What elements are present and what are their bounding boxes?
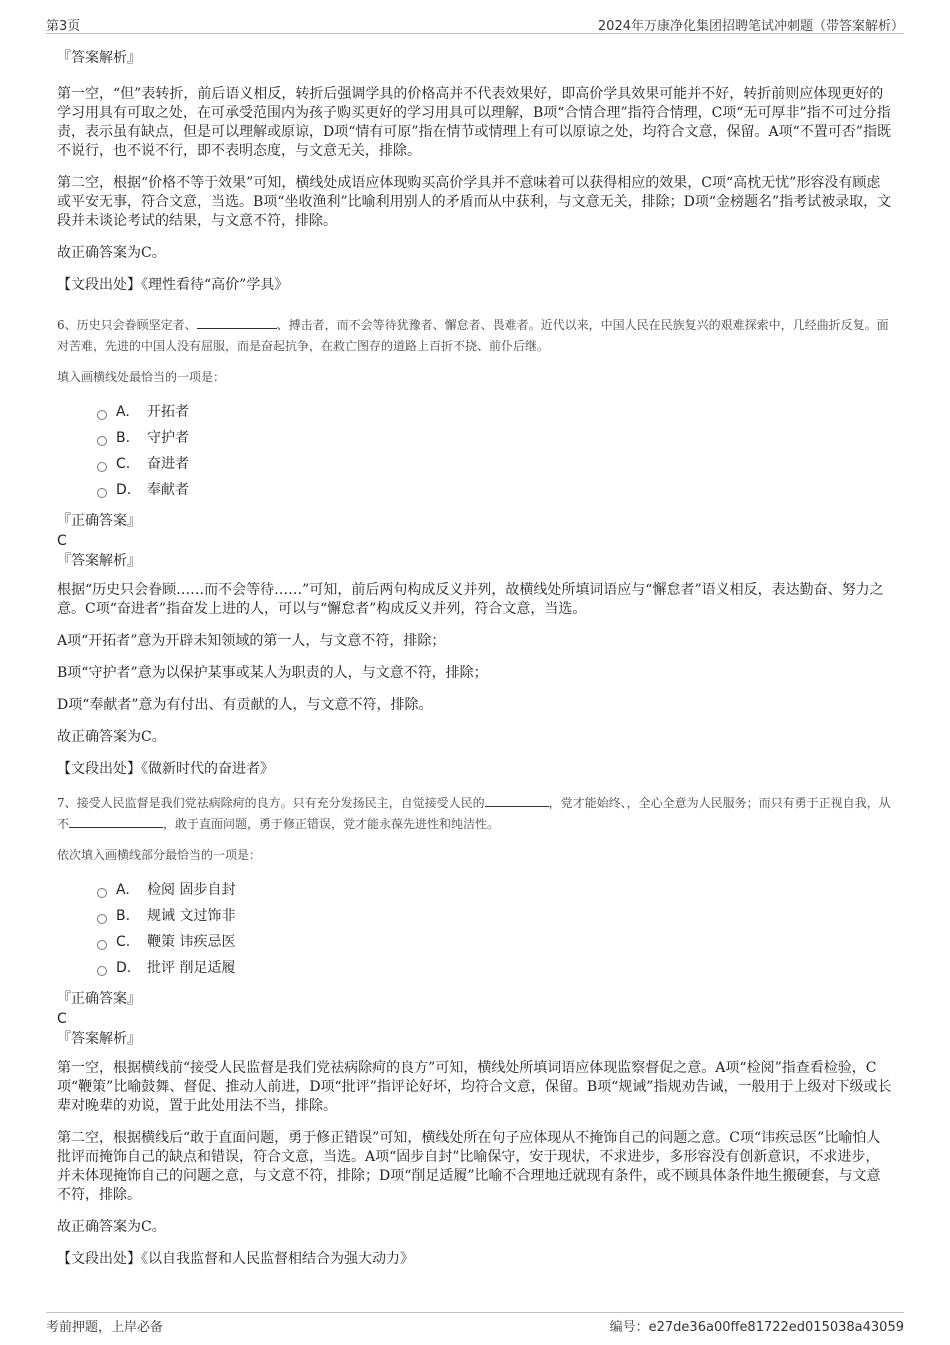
conclusion-text: 故正确答案为C。 <box>57 729 166 745</box>
radio-icon[interactable] <box>97 888 107 898</box>
question-prompt: 依次填入画横线部分最恰当的一项是： <box>57 848 262 862</box>
analysis-paragraph: 第一空，“但”表转折，前后语义相反，转折后强调学具的价格高并不代表效果好，即高价学具效果可能并不好，转折前则应体现更好的学习用具有可取之处，在可承受范围内为孩子购买更好的学习用具可以理解，B项“合情合理”指符合情理，C项“无可厚非”指不可过分指责，表示虽有缺点，但是可以理解或原谅，D项“情有可原”指在情节或情理上有可以原谅之处，均符合文意，保留。A项“不置可否”指既不说行，也不说不行，即不表明态度，与文意无关，排除。 <box>57 86 891 159</box>
analysis-paragraph: A项“开拓者”意为开辟未知领域的第一人，与文意不符，排除； <box>57 633 446 649</box>
question-7 <box>57 793 892 1269</box>
code-label: 编号： <box>609 1320 649 1335</box>
fill-blank <box>485 794 549 807</box>
source-citation: 【文段出处】《理性看待“高价”学具》 <box>57 277 289 293</box>
analysis-paragraph: 第二空，根据“价格不等于效果”可知，横线处成语应体现购买高价学具并不意味着可以获得相应的效果，C项“高枕无忧”形容没有顾虑或平安无事，符合文意，当选。B项“坐收渔利”比喻利用别人的矛盾而从中获利，与文意无关，排除；D项“金榜题名”指考试被录取，文段并未谈论考试的结果，与文意不符，排除。 <box>57 175 892 229</box>
option-letter: A. <box>116 882 130 898</box>
options-list <box>97 877 892 981</box>
option-letter: B. <box>116 908 131 924</box>
page-content <box>57 44 892 1269</box>
question-stem <box>57 793 892 835</box>
option-letter: D. <box>116 960 132 976</box>
page-number-label: 第3页 <box>46 19 81 34</box>
document-code <box>610 1316 904 1335</box>
radio-icon[interactable] <box>97 436 107 446</box>
source-citation: 【文段出处】《以自我监督和人民监督相结合为强大动力》 <box>57 1251 414 1267</box>
analysis-paragraph: D项“奉献者”意为有付出、有贡献的人，与文意不符，排除。 <box>57 697 433 713</box>
option-letter: A. <box>116 404 130 420</box>
analysis-paragraph: B项“守护者”意为以保护某事或某人为职责的人，与文意不符，排除； <box>57 665 488 681</box>
page-footer <box>46 1312 904 1335</box>
conclusion-text: 故正确答案为C。 <box>57 1219 166 1235</box>
option-text: 鞭策 讳疾忌医 <box>147 934 236 950</box>
correct-answer: C <box>57 1011 67 1027</box>
option-c[interactable] <box>97 451 892 477</box>
option-letter: C. <box>116 934 131 950</box>
option-text: 守护者 <box>147 430 189 446</box>
footer-slogan: 考前押题，上岸必备 <box>46 1320 164 1335</box>
page-header <box>46 13 904 34</box>
option-b[interactable] <box>97 425 892 451</box>
analysis-heading: 『答案解析』 <box>57 553 141 569</box>
radio-icon[interactable] <box>97 966 107 976</box>
correct-answer: C <box>57 533 67 549</box>
option-b[interactable] <box>97 903 892 929</box>
question-6 <box>57 315 892 779</box>
option-text: 批评 削足适履 <box>147 960 236 976</box>
question-stem <box>57 315 892 357</box>
option-a[interactable] <box>97 877 892 903</box>
document-title: 2024年万康净化集团招聘笔试冲刺题（带答案解析） <box>597 19 904 34</box>
analysis-paragraph: 根据“历史只会眷顾……而不会等待……”可知，前后两句构成反义并列，故横线处所填词语应与“懈怠者”语义相反，表达勤奋、努力之意。C项“奋进者”指奋发上进的人，可以与“懈怠者”构成反义并列，符合文意，当选。 <box>57 582 884 617</box>
stem-part: 7、接受人民监督是我们党祛病除疴的良方。只有充分发扬民主，自觉接受人民的 <box>57 796 485 810</box>
code-value: e27de36a00ffe81722ed015038a43059 <box>648 1320 904 1335</box>
option-letter: B. <box>116 430 131 446</box>
stem-part: 、搏击者，而不会等待犹豫者、懈怠者、畏难者。近代以来，中国人民在民族复兴的艰难探索中，几经曲折反复。面对苦难，先进的中国人没有屈服，而是奋起抗争，在救亡图存的道路上百折不挠、前仆后继。 <box>57 318 889 353</box>
option-text: 检阅 固步自封 <box>147 882 236 898</box>
question-prompt: 填入画横线处最恰当的一项是： <box>57 370 226 384</box>
source-citation: 【文段出处】《做新时代的奋进者》 <box>57 761 274 777</box>
fill-blank <box>197 316 277 329</box>
analysis-paragraph: 第一空，根据横线前“接受人民监督是我们党祛病除疴的良方”可知，横线处所填词语应体现监察督促之意。A项“检阅”指查看检验，C项“鞭策”比喻鼓舞、督促、推动人前进，D项“批评”指评论好坏，均符合文意，保留。B项“规诫”指规劝告诫，一般用于上级对下级或长辈对晚辈的劝说，置于此处用法不当，排除。 <box>57 1060 892 1114</box>
analysis-heading: 『答案解析』 <box>57 1031 141 1047</box>
option-c[interactable] <box>97 929 892 955</box>
radio-icon[interactable] <box>97 410 107 420</box>
radio-icon[interactable] <box>97 488 107 498</box>
options-list <box>97 399 892 503</box>
stem-part: 6、历史只会眷顾坚定者、 <box>57 318 197 332</box>
stem-part: ，敢于直面问题，勇于修正错误，党才能永葆先进性和纯洁性。 <box>163 817 500 831</box>
option-text: 开拓者 <box>147 404 189 420</box>
option-letter: D. <box>116 482 132 498</box>
analysis-paragraph: 第二空，根据横线后“敢于直面问题，勇于修正错误”可知，横线处所在句子应体现从不掩饰自己的问题之意。C项“讳疾忌医”比喻怕人批评而掩饰自己的缺点和错误，符合文意，当选。A项“固步自封”比喻保守，安于现状，不求进步，多形容没有创新意识，不求进步，并未体现掩饰自己的问题之意，与文意不符，排除；D项“削足适履”比喻不合理地迁就现有条件，或不顾具体条件地生搬硬套，与文意不符，排除。 <box>57 1130 881 1203</box>
option-a[interactable] <box>97 399 892 425</box>
fill-blank <box>69 815 163 828</box>
analysis-heading: 『答案解析』 <box>57 50 141 66</box>
option-letter: C. <box>116 456 131 472</box>
option-text: 规诫 文过饰非 <box>147 908 236 924</box>
option-text: 奋进者 <box>147 456 189 472</box>
option-d[interactable] <box>97 955 892 981</box>
option-d[interactable] <box>97 477 892 503</box>
answer-heading: 『正确答案』 <box>57 513 141 529</box>
conclusion-text: 故正确答案为C。 <box>57 245 166 261</box>
option-text: 奉献者 <box>147 482 189 498</box>
radio-icon[interactable] <box>97 914 107 924</box>
radio-icon[interactable] <box>97 940 107 950</box>
radio-icon[interactable] <box>97 462 107 472</box>
answer-heading: 『正确答案』 <box>57 991 141 1007</box>
stem-part: ，党才能始终、，全心全意为人民服务；而只有勇于正视自我，从不 <box>57 796 891 831</box>
